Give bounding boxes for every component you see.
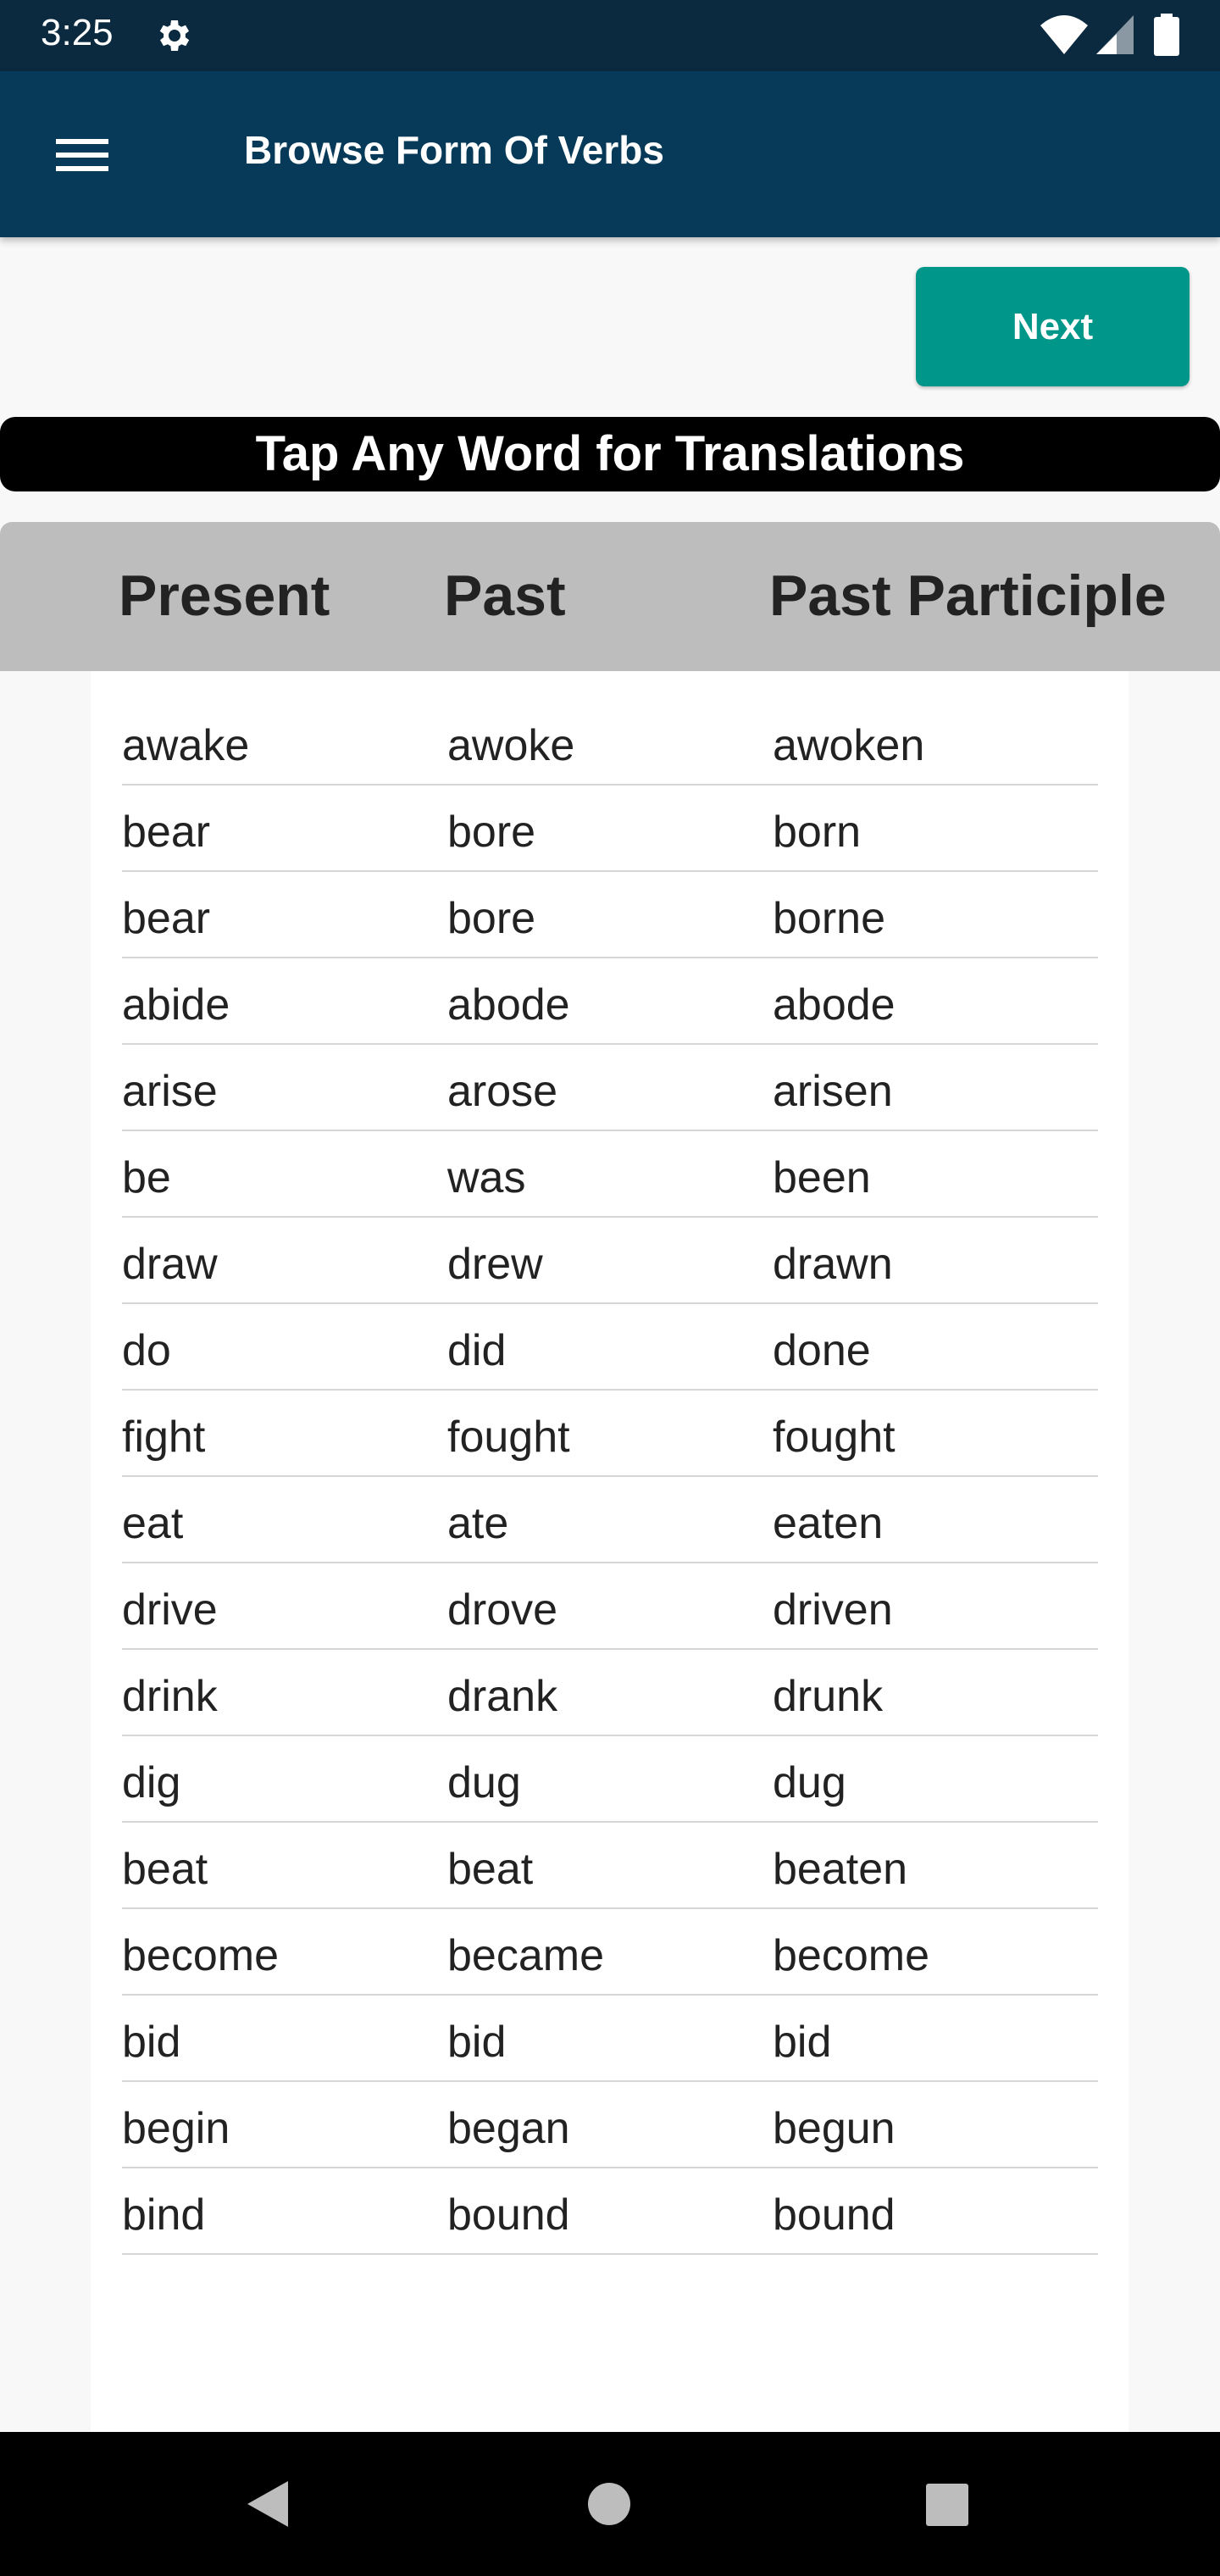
verb-past[interactable]: abode xyxy=(447,980,570,1030)
verb-present[interactable]: drive xyxy=(122,1585,218,1635)
wifi-icon xyxy=(1040,15,1088,54)
table-row xyxy=(122,698,1098,786)
table-row xyxy=(122,785,1098,872)
verb-past[interactable]: bound xyxy=(447,2190,570,2240)
verb-present[interactable]: be xyxy=(122,1153,171,1202)
verb-present[interactable]: drink xyxy=(122,1672,218,1721)
verb-past-participle[interactable]: bid xyxy=(773,2018,832,2067)
column-header-present: Present xyxy=(119,564,330,628)
app-bar xyxy=(0,71,1220,237)
verb-past[interactable]: drank xyxy=(447,1672,558,1721)
table-row xyxy=(122,1735,1098,1823)
verb-table xyxy=(91,671,1128,2432)
verb-present[interactable]: dig xyxy=(122,1758,181,1807)
table-row xyxy=(122,1649,1098,1736)
table-row xyxy=(122,2168,1098,2255)
signal-icon xyxy=(1096,15,1134,54)
table-row xyxy=(122,1303,1098,1391)
verb-present[interactable]: beat xyxy=(122,1845,208,1894)
table-row xyxy=(122,958,1098,1045)
verb-present[interactable]: draw xyxy=(122,1240,218,1289)
verb-present[interactable]: arise xyxy=(122,1067,218,1116)
translation-hint-banner: Tap Any Word for Translations xyxy=(0,417,1220,491)
verb-past-participle[interactable]: been xyxy=(773,1153,871,1202)
table-row xyxy=(122,871,1098,958)
verb-past-participle[interactable]: drawn xyxy=(773,1240,893,1289)
verb-present[interactable]: become xyxy=(122,1931,279,1980)
table-row xyxy=(122,1822,1098,1909)
verb-past-participle[interactable]: arisen xyxy=(773,1067,893,1116)
column-header-past-participle: Past Participle xyxy=(769,564,1167,628)
table-row xyxy=(122,1908,1098,1996)
table-row xyxy=(122,1995,1098,2082)
battery-icon xyxy=(1154,14,1179,56)
verb-past[interactable]: dug xyxy=(447,1758,521,1807)
verb-past[interactable]: became xyxy=(447,1931,604,1980)
verb-present[interactable]: bear xyxy=(122,894,211,943)
verb-past[interactable]: drove xyxy=(447,1585,558,1635)
verb-past[interactable]: arose xyxy=(447,1067,558,1116)
verb-past-participle[interactable]: eaten xyxy=(773,1499,884,1548)
verb-past[interactable]: beat xyxy=(447,1845,534,1894)
table-header xyxy=(0,522,1220,671)
verb-past-participle[interactable]: drunk xyxy=(773,1672,884,1721)
verb-past-participle[interactable]: abode xyxy=(773,980,896,1030)
verb-past[interactable]: fought xyxy=(447,1413,570,1462)
page-title: Browse Form Of Verbs xyxy=(244,128,664,172)
verb-past-participle[interactable]: become xyxy=(773,1931,929,1980)
verb-past-participle[interactable]: bound xyxy=(773,2190,896,2240)
hamburger-menu-icon[interactable] xyxy=(42,125,122,185)
next-button[interactable]: Next xyxy=(916,267,1190,386)
verb-past-participle[interactable]: driven xyxy=(773,1585,893,1635)
verb-present[interactable]: awake xyxy=(122,721,250,770)
verb-past-participle[interactable]: fought xyxy=(773,1413,896,1462)
status-time: 3:25 xyxy=(41,12,114,53)
verb-past[interactable]: bid xyxy=(447,2018,507,2067)
verb-past-participle[interactable]: borne xyxy=(773,894,885,943)
verb-past[interactable]: bore xyxy=(447,894,536,943)
back-icon[interactable] xyxy=(244,2479,293,2529)
table-row xyxy=(122,1563,1098,1650)
verb-past[interactable]: bore xyxy=(447,808,536,857)
home-icon[interactable] xyxy=(586,2481,632,2527)
verb-present[interactable]: bear xyxy=(122,808,211,857)
verb-past-participle[interactable]: begun xyxy=(773,2104,896,2153)
verb-present[interactable]: do xyxy=(122,1326,171,1375)
table-row xyxy=(122,1476,1098,1563)
verb-present[interactable]: bid xyxy=(122,2018,181,2067)
verb-past[interactable]: ate xyxy=(447,1499,509,1548)
table-row xyxy=(122,1130,1098,1218)
verb-present[interactable]: bind xyxy=(122,2190,206,2240)
column-header-past: Past xyxy=(444,564,566,628)
verb-past-participle[interactable]: dug xyxy=(773,1758,846,1807)
verb-present[interactable]: abide xyxy=(122,980,230,1030)
table-row xyxy=(122,1217,1098,1304)
verb-past[interactable]: did xyxy=(447,1326,507,1375)
verb-past-participle[interactable]: done xyxy=(773,1326,871,1375)
verb-present[interactable]: eat xyxy=(122,1499,184,1548)
verb-past[interactable]: awoke xyxy=(447,721,575,770)
table-row xyxy=(122,1044,1098,1131)
recents-icon[interactable] xyxy=(925,2483,969,2527)
verb-present[interactable]: fight xyxy=(122,1413,206,1462)
verb-past[interactable]: began xyxy=(447,2104,570,2153)
verb-past-participle[interactable]: beaten xyxy=(773,1845,908,1894)
table-row xyxy=(122,1390,1098,1477)
status-bar xyxy=(0,0,1220,71)
table-row xyxy=(122,2081,1098,2168)
verb-past[interactable]: was xyxy=(447,1153,526,1202)
verb-past-participle[interactable]: awoken xyxy=(773,721,925,770)
gear-icon xyxy=(154,15,195,56)
verb-past-participle[interactable]: born xyxy=(773,808,862,857)
verb-past[interactable]: drew xyxy=(447,1240,543,1289)
verb-present[interactable]: begin xyxy=(122,2104,230,2153)
